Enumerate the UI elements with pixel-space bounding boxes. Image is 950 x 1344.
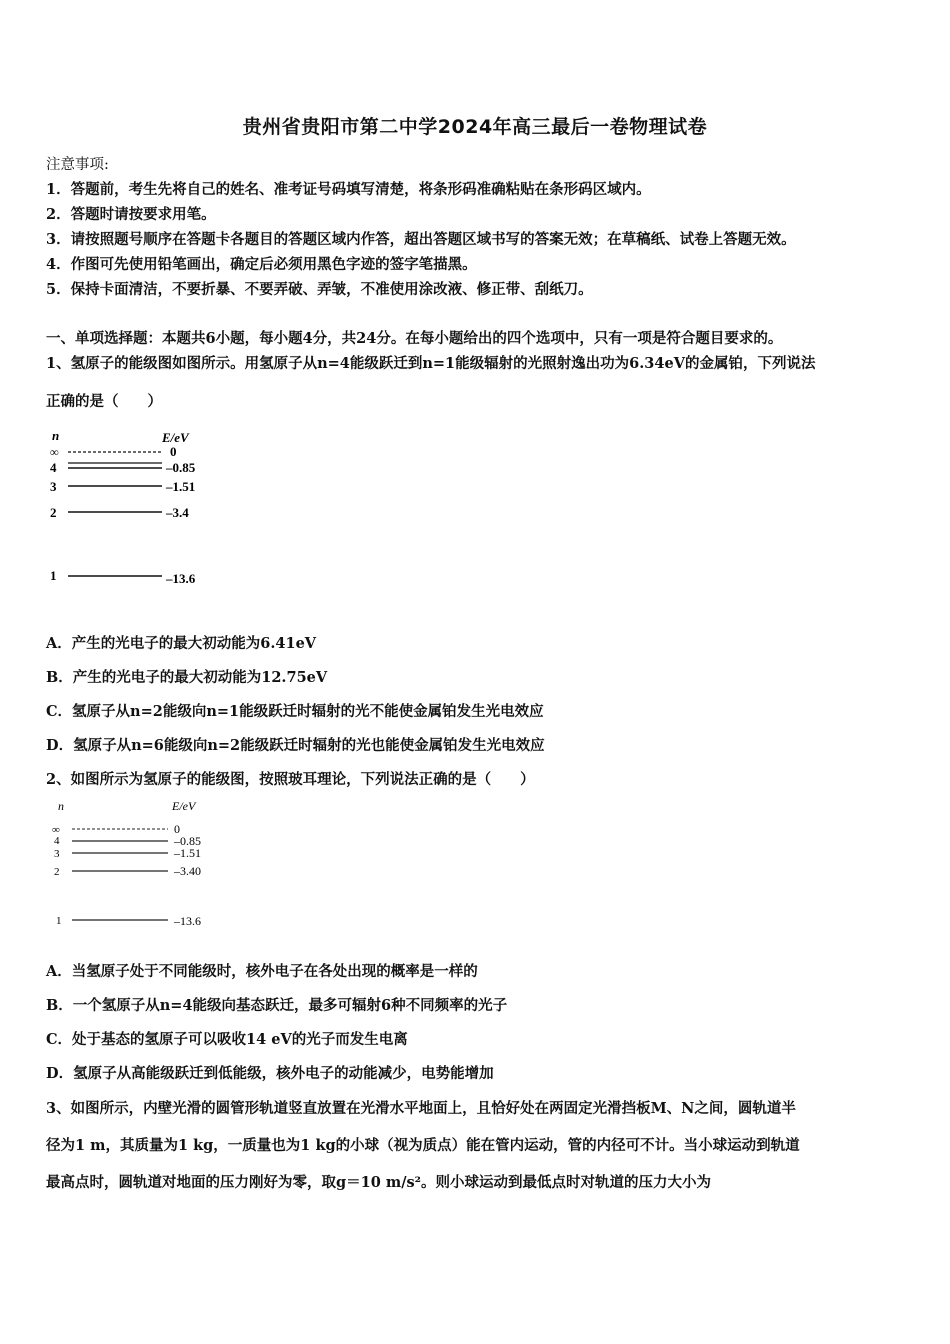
q2-level-n: 2	[54, 866, 60, 878]
notice-item-1: 1．答题前，考生先将自己的姓名、准考证号码填写清楚，将条形码准确粘贴在条形码区域内。	[46, 181, 651, 198]
q1-option-b: B．产生的光电子的最大初动能为12.75eV	[46, 669, 328, 686]
notice-item-4: 4．作图可先使用铅笔画出，确定后必须用黑色字迹的签字笔描黑。	[46, 256, 477, 273]
q2-option-a: A．当氢原子处于不同能级时，核外电子在各处出现的概率是一样的	[46, 963, 478, 980]
q2-level-n: 1	[56, 915, 62, 927]
q1-level-e: –1.51	[166, 479, 196, 494]
q1-level-n: ∞	[50, 445, 59, 459]
q1-stem-line2: 正确的是（ ）	[46, 393, 162, 410]
q1-level-e: –0.85	[166, 460, 196, 475]
q2-option-b: B．一个氢原子从n=4能级向基态跃迁，最多可辐射6种不同频率的光子	[46, 997, 508, 1014]
q1-level-n: 3	[50, 479, 57, 494]
section-heading: 一、单项选择题：本题共6小题，每小题4分，共24分。在每小题给出的四个选项中，只有一项是符合题目要求的。	[46, 330, 783, 347]
notice-item-3: 3．请按照题号顺序在答题卡各题目的答题区域内作答，超出答题区域书写的答案无效；在草稿纸、试卷上答题无效。	[46, 231, 796, 248]
q2-level-e: –1.51	[174, 846, 201, 860]
q1-level-n: 1	[50, 568, 57, 583]
q2-level-e: –3.40	[174, 864, 201, 878]
q2-option-c: C．处于基态的氢原子可以吸收14 eV的光子而发生电离	[46, 1031, 408, 1048]
q2-energy-level-diagram	[48, 796, 228, 934]
q1-option-a: A．产生的光电子的最大初动能为6.41eV	[46, 635, 317, 652]
page-title: 贵州省贵阳市第二中学2024年高三最后一卷物理试卷	[242, 116, 708, 138]
q1-level-e: –3.4	[166, 505, 189, 520]
q1-level-e: 0	[170, 444, 177, 459]
q1-level-n: 2	[50, 505, 57, 520]
q2-level-e: 0	[174, 822, 180, 836]
q3-stem-line2: 径为1 m，其质量为1 kg，一质量也为1 kg的小球（视为质点）能在管内运动，管的内径可不计。当小球运动到轨道	[46, 1137, 800, 1154]
q3-stem-line3: 最高点时，圆轨道对地面的压力刚好为零，取g＝10 m/s²。则小球运动到最低点时对轨道的压力大小为	[46, 1174, 712, 1191]
q2-n-label: n	[58, 799, 64, 813]
q2-level-e: –0.85	[174, 834, 201, 848]
q2-level-n: ∞	[52, 824, 60, 836]
q2-level-n: 4	[54, 835, 60, 847]
q2-level-n: 3	[54, 848, 60, 860]
q1-e-label: E/eV	[162, 430, 189, 445]
q1-level-e: –13.6	[166, 571, 196, 586]
q3-stem-line1: 3、如图所示，内壁光滑的圆管形轨道竖直放置在光滑水平地面上，且恰好处在两固定光滑挡板M、N之间，圆轨道半	[46, 1100, 796, 1117]
q1-n-label: n	[52, 428, 60, 443]
q1-level-n: 4	[50, 460, 57, 475]
q2-option-d: D．氢原子从高能级跃迁到低能级，核外电子的动能减少，电势能增加	[46, 1065, 494, 1082]
notice-item-5: 5．保持卡面清洁，不要折暴、不要弄破、弄皱，不准使用涂改液、修正带、刮纸刀。	[46, 281, 593, 298]
q1-option-d: D．氢原子从n=6能级向n=2能级跃迁时辐射的光也能使金属铂发生光电效应	[46, 737, 545, 754]
q1-stem-line1: 1、氢原子的能级图如图所示。用氢原子从n=4能级跃迁到n=1能级辐射的光照射逸出功为6.34eV的金属铂，下列说法	[46, 355, 816, 372]
q1-option-c: C．氢原子从n=2能级向n=1能级跃迁时辐射的光不能使金属铂发生光电效应	[46, 703, 544, 720]
notice-item-2: 2．答题时请按要求用笔。	[46, 206, 216, 223]
q2-stem-line1: 2、如图所示为氢原子的能级图，按照玻耳理论，下列说法正确的是（ ）	[46, 771, 535, 788]
q2-e-label: E/eV	[172, 799, 196, 813]
notice-heading: 注意事项:	[46, 157, 109, 173]
q2-level-e: –13.6	[174, 914, 201, 928]
q1-energy-level-diagram	[44, 426, 224, 591]
